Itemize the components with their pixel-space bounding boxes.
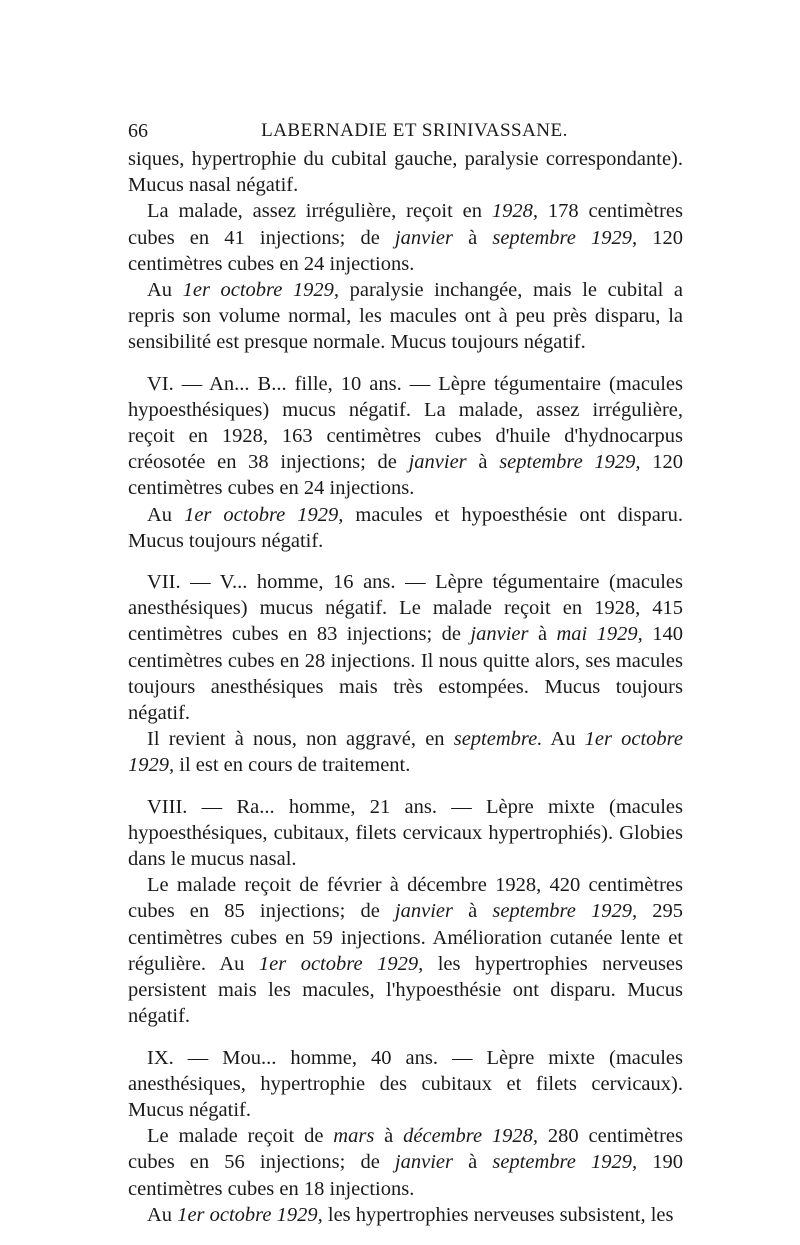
case-paragraph bbox=[128, 371, 683, 502]
text-run: les hypertrophies nerveuses subsistent, les bbox=[322, 1203, 674, 1226]
text-run: Le malade reçoit de février à décembre 1928, 420 centimètres cubes en 85 injections; de bbox=[128, 874, 683, 923]
italic-text: septembre 1929, bbox=[492, 226, 638, 249]
text-run: 120 centimètres cubes en 24 injections. bbox=[128, 451, 683, 500]
text-run: à bbox=[453, 226, 493, 249]
italic-text: décembre 1928, bbox=[403, 1125, 539, 1148]
italic-text: 1er octobre 1929, bbox=[184, 503, 344, 526]
case-paragraph bbox=[128, 1045, 683, 1124]
text-run: VIII. — Ra... homme, 21 ans. — Lèpre mixte (macules hypoesthésiques, cubitaux, filets cervicaux hypertrophiés). Globies dans le mucus nasal. bbox=[128, 795, 683, 871]
paragraph bbox=[128, 502, 683, 554]
text-run: les hypertrophies nerveuses persistent mais les macules, l'hypoesthésie ont disparu. Mucus négatif. bbox=[128, 952, 684, 1028]
italic-text: septembre 1929, bbox=[499, 451, 641, 474]
text-run: à bbox=[466, 451, 500, 474]
italic-text: septembre. bbox=[453, 728, 543, 751]
italic-text: septembre 1929, bbox=[492, 1151, 638, 1174]
text-run: 140 centimètres cubes en 28 injections. Il nous quitte alors, ses macules toujours anesthésiques mais très estompées. Mucus toujours négatif. bbox=[128, 623, 684, 725]
paragraph bbox=[128, 277, 683, 356]
italic-text: 1er octobre 1929, bbox=[128, 728, 683, 777]
text-run: VII. — V... homme, 16 ans. — Lèpre tégumentaire (macules anesthésiques) mucus négatif. Le malade reçoit en 1928, 415 centimètres cubes en 83 injections; de bbox=[128, 571, 683, 646]
paragraph bbox=[128, 872, 683, 1029]
running-head: LABERNADIE ET SRINIVASSANE. bbox=[261, 120, 568, 141]
paragraph bbox=[128, 198, 683, 277]
case-paragraph bbox=[128, 794, 683, 873]
italic-text: janvier bbox=[470, 623, 529, 646]
text-run: Au bbox=[147, 503, 185, 526]
italic-text: 1er octobre 1929, bbox=[258, 952, 424, 975]
italic-text: mai 1929, bbox=[556, 623, 643, 646]
text-run: 178 centimètres cubes en 41 injections; de bbox=[128, 200, 683, 249]
text-run: 280 centimètres cubes en 56 injections; de bbox=[128, 1125, 683, 1174]
text-run: VI. — An... B... fille, 10 ans. — Lèpre tégumentaire (macules hypoesthésiques) mucus négatif. La malade, assez irrégulière, reçoit en 1928, 163 centimètres cubes d'huile d'hydnocarpus créosotée en 38 injections; de bbox=[128, 372, 683, 474]
body-text bbox=[128, 146, 683, 1228]
case-paragraph bbox=[128, 569, 683, 726]
text-run: IX. — Mou... homme, 40 ans. — Lèpre mixte (macules anesthésiques, hypertrophie des cubitaux et filets cervicaux). Mucus négatif. bbox=[128, 1046, 683, 1121]
text-run: à bbox=[374, 1125, 404, 1148]
italic-text: janvier bbox=[394, 226, 453, 249]
paragraph bbox=[128, 1202, 683, 1228]
document-page bbox=[128, 112, 683, 1228]
page-header bbox=[128, 112, 683, 142]
italic-text: janvier bbox=[394, 900, 453, 923]
paragraph bbox=[128, 146, 683, 198]
text-run: La malade, assez irrégulière, reçoit en bbox=[147, 200, 492, 223]
text-run: Le malade reçoit de bbox=[147, 1125, 334, 1148]
text-run: paralysie inchangée, mais le cubital a repris son volume normal, les macules ont à peu près disparu, la sensibilité est presque normale. Mucus toujours négatif. bbox=[128, 279, 684, 354]
text-run: Il revient à nous, non aggravé, en bbox=[147, 728, 454, 751]
text-run: il est en cours de traitement. bbox=[174, 754, 411, 777]
text-run: à bbox=[453, 1151, 493, 1174]
text-run: 120 centimètres cubes en 24 injections. bbox=[128, 226, 683, 275]
page-number: 66 bbox=[128, 120, 148, 142]
italic-text: janvier bbox=[408, 451, 467, 474]
italic-text: 1er octobre 1929, bbox=[182, 279, 340, 302]
italic-text: 1928, bbox=[491, 200, 539, 223]
paragraph bbox=[128, 1123, 683, 1202]
text-run: macules et hypoesthésie ont disparu. Mucus toujours négatif. bbox=[128, 503, 684, 552]
text-run: siques, hypertrophie du cubital gauche, paralysie correspondante). Mucus nasal négatif. bbox=[128, 148, 683, 197]
italic-text: 1er octobre 1929, bbox=[177, 1203, 323, 1226]
text-run: 190 centimètres cubes en 18 injections. bbox=[128, 1151, 683, 1200]
text-run: Au bbox=[542, 728, 585, 751]
italic-text: mars bbox=[333, 1125, 375, 1148]
italic-text: septembre 1929, bbox=[492, 900, 638, 923]
text-run: à bbox=[453, 900, 493, 923]
text-run: à bbox=[528, 623, 557, 646]
text-run: Au bbox=[147, 279, 183, 302]
text-run: 295 centimètres cubes en 59 injections. Amélioration cutanée lente et régulière. Au bbox=[128, 900, 683, 975]
text-run: Au bbox=[147, 1203, 178, 1226]
italic-text: janvier bbox=[394, 1151, 453, 1174]
paragraph bbox=[128, 726, 683, 778]
